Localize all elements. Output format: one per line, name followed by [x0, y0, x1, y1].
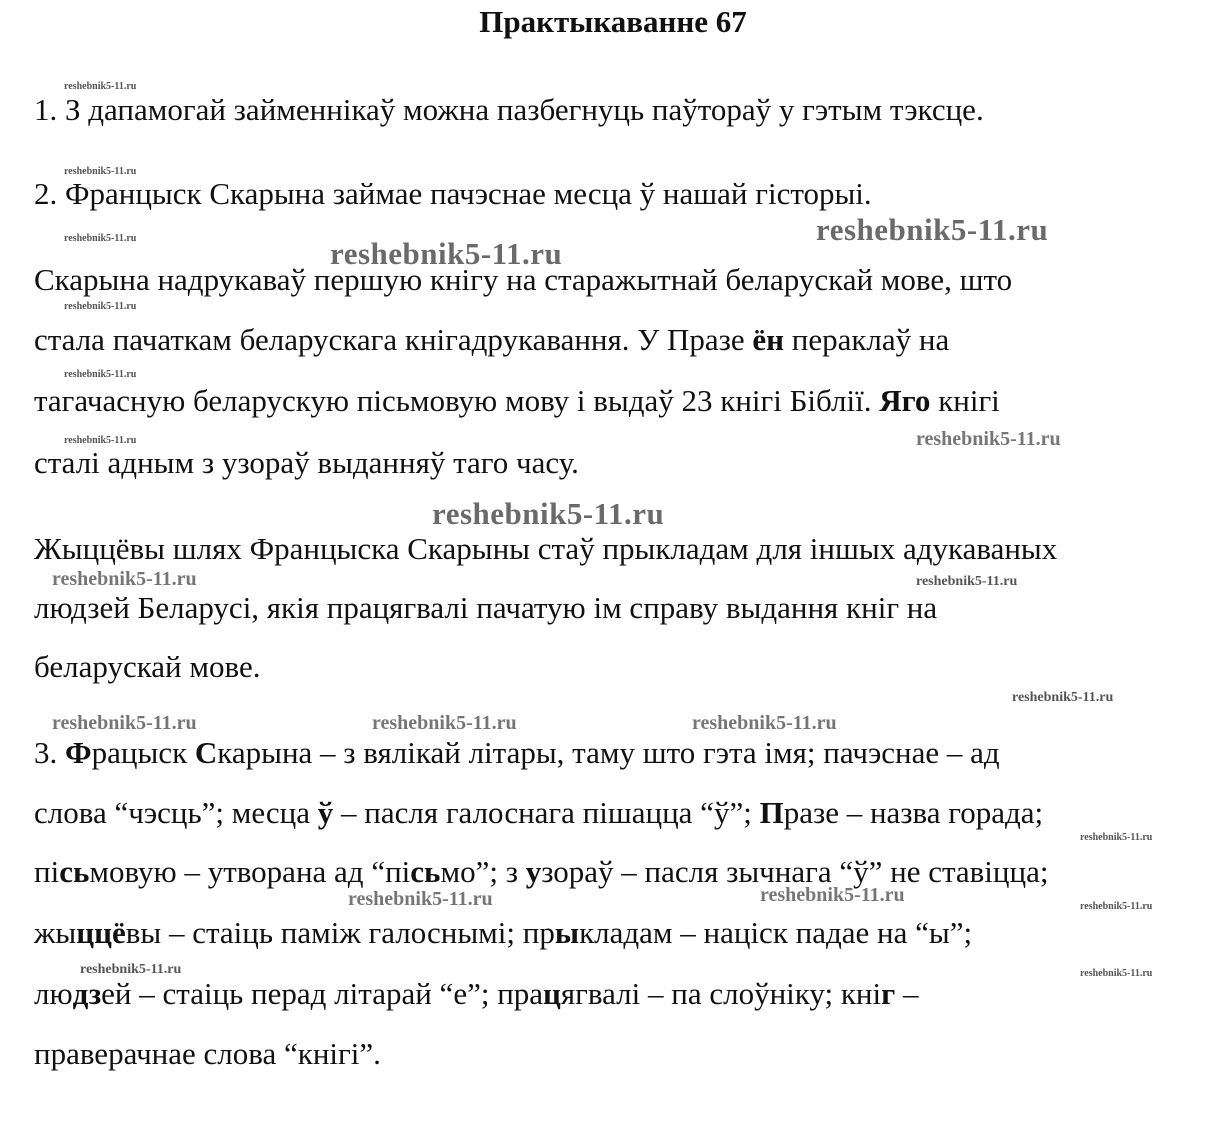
letter-highlight: сь [59, 854, 90, 889]
letter-highlight: дз [72, 976, 102, 1011]
letter-highlight: С [194, 735, 218, 770]
watermark: reshebnik5-11.ru [916, 574, 1018, 589]
watermark: reshebnik5-11.ru [1080, 901, 1153, 912]
answer-2-line-8: беларускай мове. [34, 649, 261, 684]
watermark: reshebnik5-11.ru [64, 81, 137, 92]
answer-2-line-7: людзей Беларусі, якія працягвалі пачатую ім справу выдання кніг на [34, 590, 938, 625]
answer-3-line-5 [34, 976, 918, 1012]
letter-highlight: у [525, 854, 542, 889]
text-segment: разе – назва горада; [783, 795, 1044, 830]
text-segment: мо”; з [440, 854, 526, 889]
text-segment: 3. [34, 735, 65, 770]
pronoun-highlight: Яго [879, 383, 931, 418]
text-segment: пераклаў на [784, 322, 950, 357]
page-title: Практыкаванне 67 [479, 4, 747, 39]
letter-highlight: ы [554, 915, 580, 950]
text-segment: рацыск [91, 735, 195, 770]
answer-2-line-2: Скарына надрукаваў першую кнігу на старажытнай беларускай мове, што [34, 262, 1013, 297]
text-segment: пі [34, 854, 60, 889]
answer-1-line: 1. З дапамогай займеннікаў можна пазбегнуць паўтораў у гэтым тэксце. [34, 92, 984, 127]
text-segment: карына – з вялікай літары, таму што гэта імя; пачэснае – ад [217, 735, 1000, 770]
pronoun-highlight: ён [752, 322, 784, 357]
text-segment: зораў – пасля зычнага “ў” не ставіцца; [541, 854, 1049, 889]
watermark: reshebnik5-11.ru [64, 233, 137, 244]
watermark: reshebnik5-11.ru [1012, 690, 1114, 705]
answer-2-line-1: 2. Францыск Скарына займае пачэснае месца ў нашай гісторыі. [34, 176, 872, 211]
letter-highlight: Ф [65, 735, 92, 770]
watermark: reshebnik5-11.ru [372, 712, 517, 734]
text-segment: – пасля галоснага пішацца “ў”; [333, 795, 760, 830]
letter-highlight: сь [410, 854, 441, 889]
answer-3-line-1 [34, 735, 1000, 771]
text-segment: стала пачаткам беларускага кнігадрукавання. У Празе [34, 322, 753, 357]
watermark: reshebnik5-11.ru [816, 212, 1049, 247]
answer-3-line-4 [34, 915, 972, 951]
text-segment: кладам – націск падае на “ы”; [579, 915, 973, 950]
watermark: reshebnik5-11.ru [432, 496, 665, 531]
watermark: reshebnik5-11.ru [692, 712, 837, 734]
text-segment: лю [34, 976, 73, 1011]
watermark: reshebnik5-11.ru [1080, 832, 1153, 843]
text-segment: ей – стаіць перад літарай “е”; пра [101, 976, 544, 1011]
text-segment: тагачасную беларускую пісьмовую мову і выдаў 23 кнігі Біблії. [34, 383, 880, 418]
watermark: reshebnik5-11.ru [64, 166, 137, 177]
watermark: reshebnik5-11.ru [348, 888, 493, 910]
text-segment: жы [34, 915, 77, 950]
answer-3-line-2 [34, 795, 1043, 831]
watermark: reshebnik5-11.ru [330, 236, 563, 271]
watermark: reshebnik5-11.ru [52, 712, 197, 734]
text-segment: вы – стаіць паміж галоснымі; пр [125, 915, 555, 950]
answer-3-line-6: праверачнае слова “кнігі”. [34, 1036, 381, 1071]
watermark: reshebnik5-11.ru [916, 428, 1061, 450]
letter-highlight: ў [317, 795, 334, 830]
text-segment: мовую – утворана ад “пі [89, 854, 411, 889]
letter-highlight: г [881, 976, 896, 1011]
answer-2-line-5: сталі адным з узораў выданняў таго часу. [34, 445, 579, 480]
watermark: reshebnik5-11.ru [64, 301, 137, 312]
text-segment: кнігі [930, 383, 1000, 418]
answer-2-line-4 [34, 383, 1000, 419]
letter-highlight: ццё [76, 915, 126, 950]
letter-highlight: П [759, 795, 784, 830]
watermark: reshebnik5-11.ru [760, 884, 905, 906]
watermark: reshebnik5-11.ru [64, 369, 137, 380]
letter-highlight: ц [543, 976, 561, 1011]
watermark: reshebnik5-11.ru [52, 568, 197, 590]
watermark: reshebnik5-11.ru [1080, 968, 1153, 979]
text-segment: – [895, 976, 919, 1011]
text-segment: ягвалі – па слоўніку; кні [560, 976, 882, 1011]
answer-2-line-6: Жыццёвы шлях Францыска Скарыны стаў прыкладам для іншых адукаваных [34, 531, 1058, 566]
answer-2-line-3 [34, 322, 949, 358]
watermark: reshebnik5-11.ru [64, 435, 137, 446]
watermark: reshebnik5-11.ru [80, 962, 182, 977]
text-segment: слова “чэсць”; месца [34, 795, 318, 830]
